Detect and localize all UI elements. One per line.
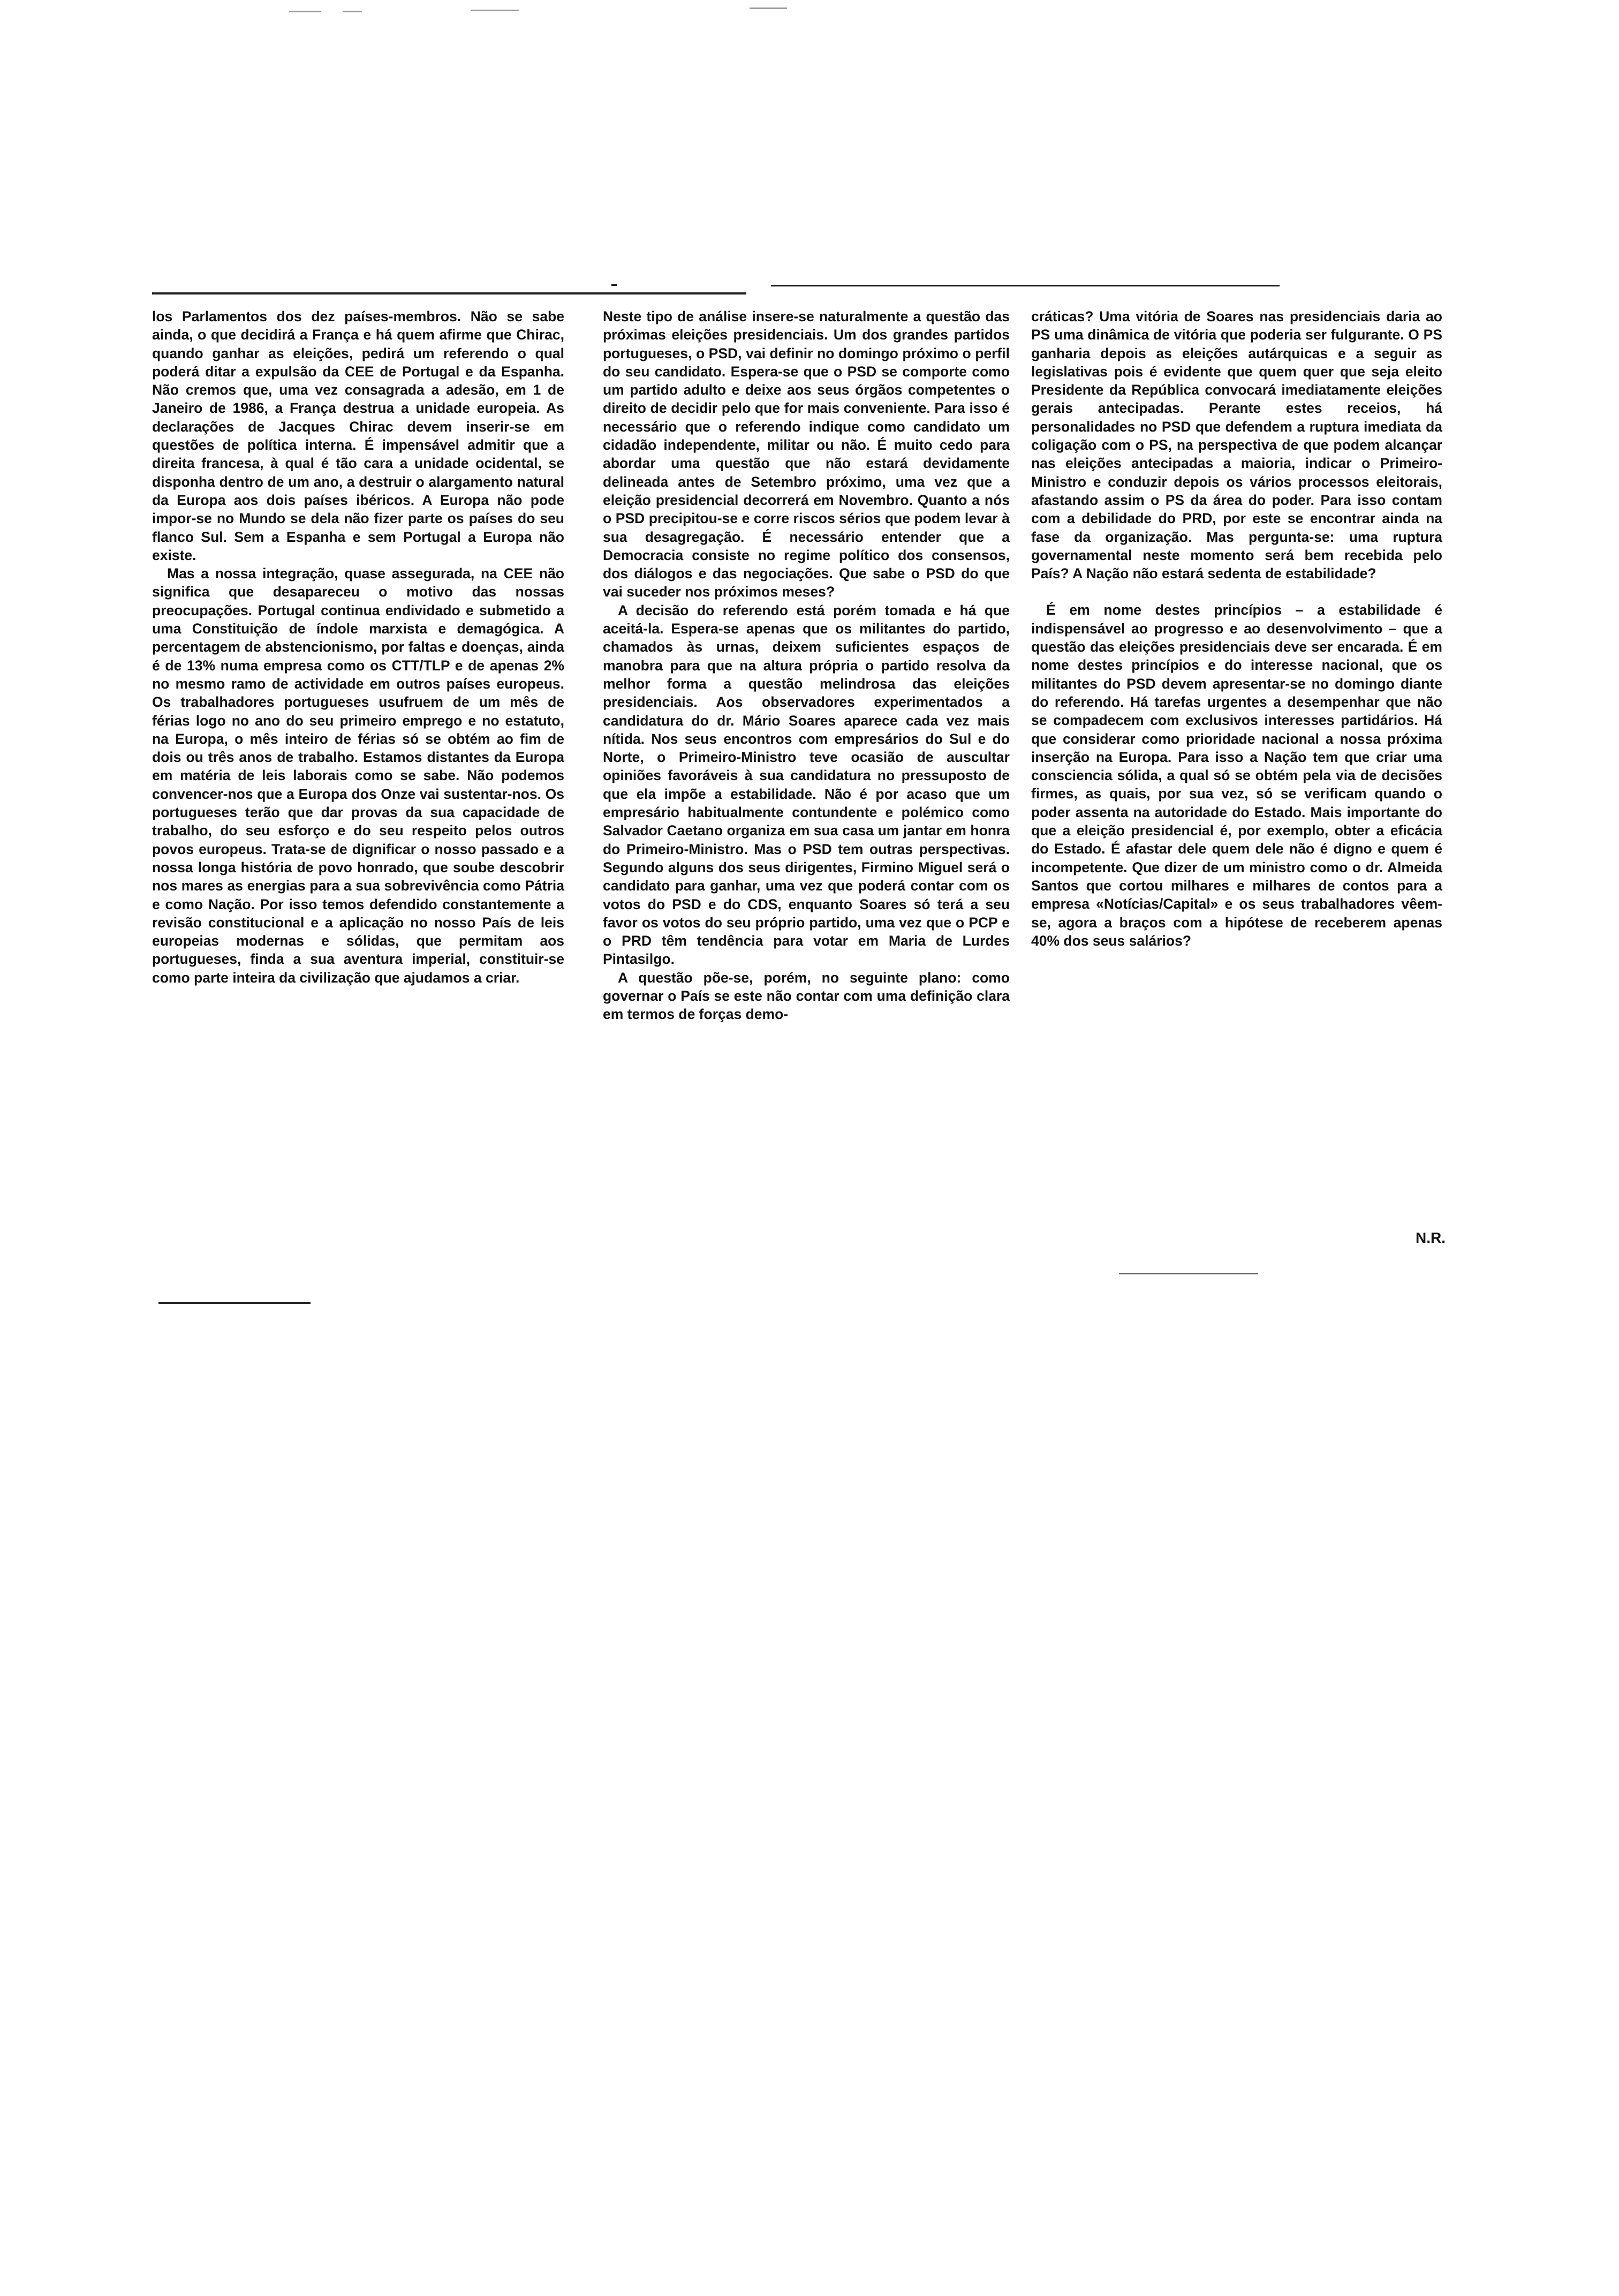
scan-mark [471, 10, 519, 11]
paragraph: Neste tipo de análise insere-se naturalmente a questão das próximas eleições presidenciais. Um dos grandes partidos portugueses, o PSD, vai definir no domingo próximo o perfil do seu candidato. Espera-se que o PSD se comporte como um partido adulto e deixe aos seus órgãos competentes o direito de decidir pelo que for mais conveniente. Para isso é necessário que o referendo indique como candidato um cidadão independente, militar ou não. É muito cedo para abordar uma questão que não estará devidamente delineada antes de Setembro próximo, uma vez que a eleição presidencial decorrerá em Novembro. Quanto a nós o PSD precipitou-se e corre riscos sérios que podem levar à sua desagregação. É necessário entender que a Democracia consiste no regime político dos consensos, dos diálogos e das negociações. Que sabe o PSD do que vai suceder nos próximos meses? [603, 308, 1010, 600]
article-column-1 [152, 307, 564, 987]
paragraph: cráticas? Uma vitória de Soares nas presidenciais daria ao PS uma dinâmica de vitória que poderia ser fulgurante. O PS ganharia depois as eleições autárquicas e a seguir as legislativas pois é evidente que quem quer que seja eleito Presidente da República convocará imediatamente eleições gerais antecipadas. Perante estes receios, há personalidades no PSD que defendem a ruptura imediata da coligação com o PS, na perspectiva de que podem alcançar nas eleições antecipadas a maioria, indicar o Primeiro-Ministro e conduzir depois os vários processos eleitorais, afastando assim o PS da área do poder. Para isso contam com a debilidade do PRD, por este se encontrar ainda na fase da organização. Mas pergunta-se: uma ruptura governamental neste momento será bem recebida pelo País? A Nação não estará sedenta de estabilidade? [1031, 308, 1442, 582]
scan-mark [750, 7, 787, 9]
bottom-rule-left [158, 1302, 311, 1304]
paragraph: Mas a nossa integração, quase assegurada, na CEE não significa que desapareceu o motivo das nossas preocupações. Portugal continua endividado e submetido a uma Constituição de índole marxista e demagógica. A percentagem de abstencionismo, por faltas e doenças, ainda é de 13% numa empresa como os CTT/TLP e de apenas 2% no mesmo ramo de actividade em outros países europeus. Os trabalhadores portugueses usufruem de um mês de férias logo no ano do seu primeiro emprego e no estatuto, na Europa, o mês inteiro de férias só se obtém ao fim de dois ou três anos de trabalho. Estamos distantes da Europa em matéria de leis laborais como se sabe. Não podemos convencer-nos que a Europa dos Onze vai sustentar-nos. Os portugueses terão que dar provas da sua capacidade de trabalho, do seu esforço e do seu respeito pelos outros povos europeus. Trata-se de dignificar o nosso passado e a nossa longa história de povo honrado, que soube descobrir nos mares as energias para a sua sobrevivência como Pátria e como Nação. Por isso temos defendido constantemente a revisão constitucional e a aplicação no nosso País de leis europeias modernas e sólidas, que permitam aos portugueses, finda a sua aventura imperial, constituir-se como parte inteira da civilização que ajudamos a criar. [152, 565, 564, 986]
top-rule-right [771, 285, 1280, 286]
top-rule-left [152, 292, 746, 294]
bottom-rule-right [1119, 1273, 1258, 1274]
scan-mark [343, 11, 362, 12]
paragraph: A questão põe-se, porém, no seguinte plano: como governar o País se este não contar com uma definição clara em termos de forças demo- [603, 969, 1010, 1023]
paragraph: A decisão do referendo está porém tomada e há que aceitá-la. Espera-se apenas que os militantes do partido, chamados às urnas, deixem suficientes espaços de manobra para que na altura própria o partido resolva da melhor forma a questão melindrosa das eleições presidenciais. Aos observadores experimentados a candidatura do dr. Mário Soares aparece cada vez mais nítida. Nos seus encontros com empresários do Sul e do Norte, o Primeiro-Ministro teve ocasião de auscultar opiniões favoráveis à sua candidatura no pressuposto de que ela impõe a estabilidade. Não é por acaso que um empresário habitualmente contundente e polémico como Salvador Caetano organiza em sua casa um jantar em honra do Primeiro-Ministro. Mas o PSD tem outras perspectivas. Segundo alguns dos seus dirigentes, Firmino Miguel será o candidato para ganhar, uma vez que poderá contar com os votos do PSD e do CDS, enquanto Soares só terá a seu favor os votos do seu próprio partido, uma vez que o PCP e o PRD têm tendência para votar em Maria de Lurdes Pintasilgo. [603, 602, 1010, 968]
paragraph: los Parlamentos dos dez países-membros. Não se sabe ainda, o que decidirá a França e há quem afirme que Chirac, quando ganhar as eleições, pedirá um referendo o qual poderá ditar a expulsão da CEE de Portugal e da Espanha. Não cremos que, uma vez consagrada a adesão, em 1 de Janeiro de 1986, a França destrua a unidade europeia. As declarações de Jacques Chirac devem inserir-se em questões de política interna. É impensável admitir que a direita francesa, à qual é tão cara a unidade ocidental, se disponha dentro de um ano, a destruir o alargamento natural da Europa aos dois países ibéricos. A Europa não pode impor-se no Mundo se dela não fizer parte os países do seu flanco Sul. Sem a Espanha e sem Portugal a Europa não existe. [152, 308, 564, 563]
article-column-3 [1031, 307, 1442, 950]
scan-mark [289, 11, 321, 12]
top-rule-tick [611, 284, 617, 286]
paragraph: É em nome destes princípios – a estabilidade é indispensável ao progresso e ao desenvolvimento – que a questão das eleições presidenciais deve ser encarada. É em nome destes princípios e do interesse nacional, que os militantes do PSD devem apresentar-se no domingo diante do referendo. Há tarefas urgentes a desempenhar que não se compadecem com exclusivos interesses partidários. Há que considerar como prioridade nacional a nossa próxima inserção na Europa. Para isso a Nação tem que criar uma consciencia sólida, a qual só se obtém pela via de decisões firmes, as quais, por sua vez, só se verificam quando o poder assenta na autoridade do Estado. Mais importante do que a eleição presidencial é, por exemplo, obter a eficácia do Estado. É afastar dele quem dele não é digno e quem é incompetente. Que dizer de um ministro como o dr. Almeida Santos que cortou milhares e milhares de contos para a empresa «Notícias/Capital» e os seus trabalhadores vêem-se, agora a braços com a hipótese de receberem apenas 40% dos seus salários? [1031, 602, 1442, 949]
author-signature: N.R. [1416, 1229, 1446, 1246]
article-column-2 [603, 307, 1010, 1024]
